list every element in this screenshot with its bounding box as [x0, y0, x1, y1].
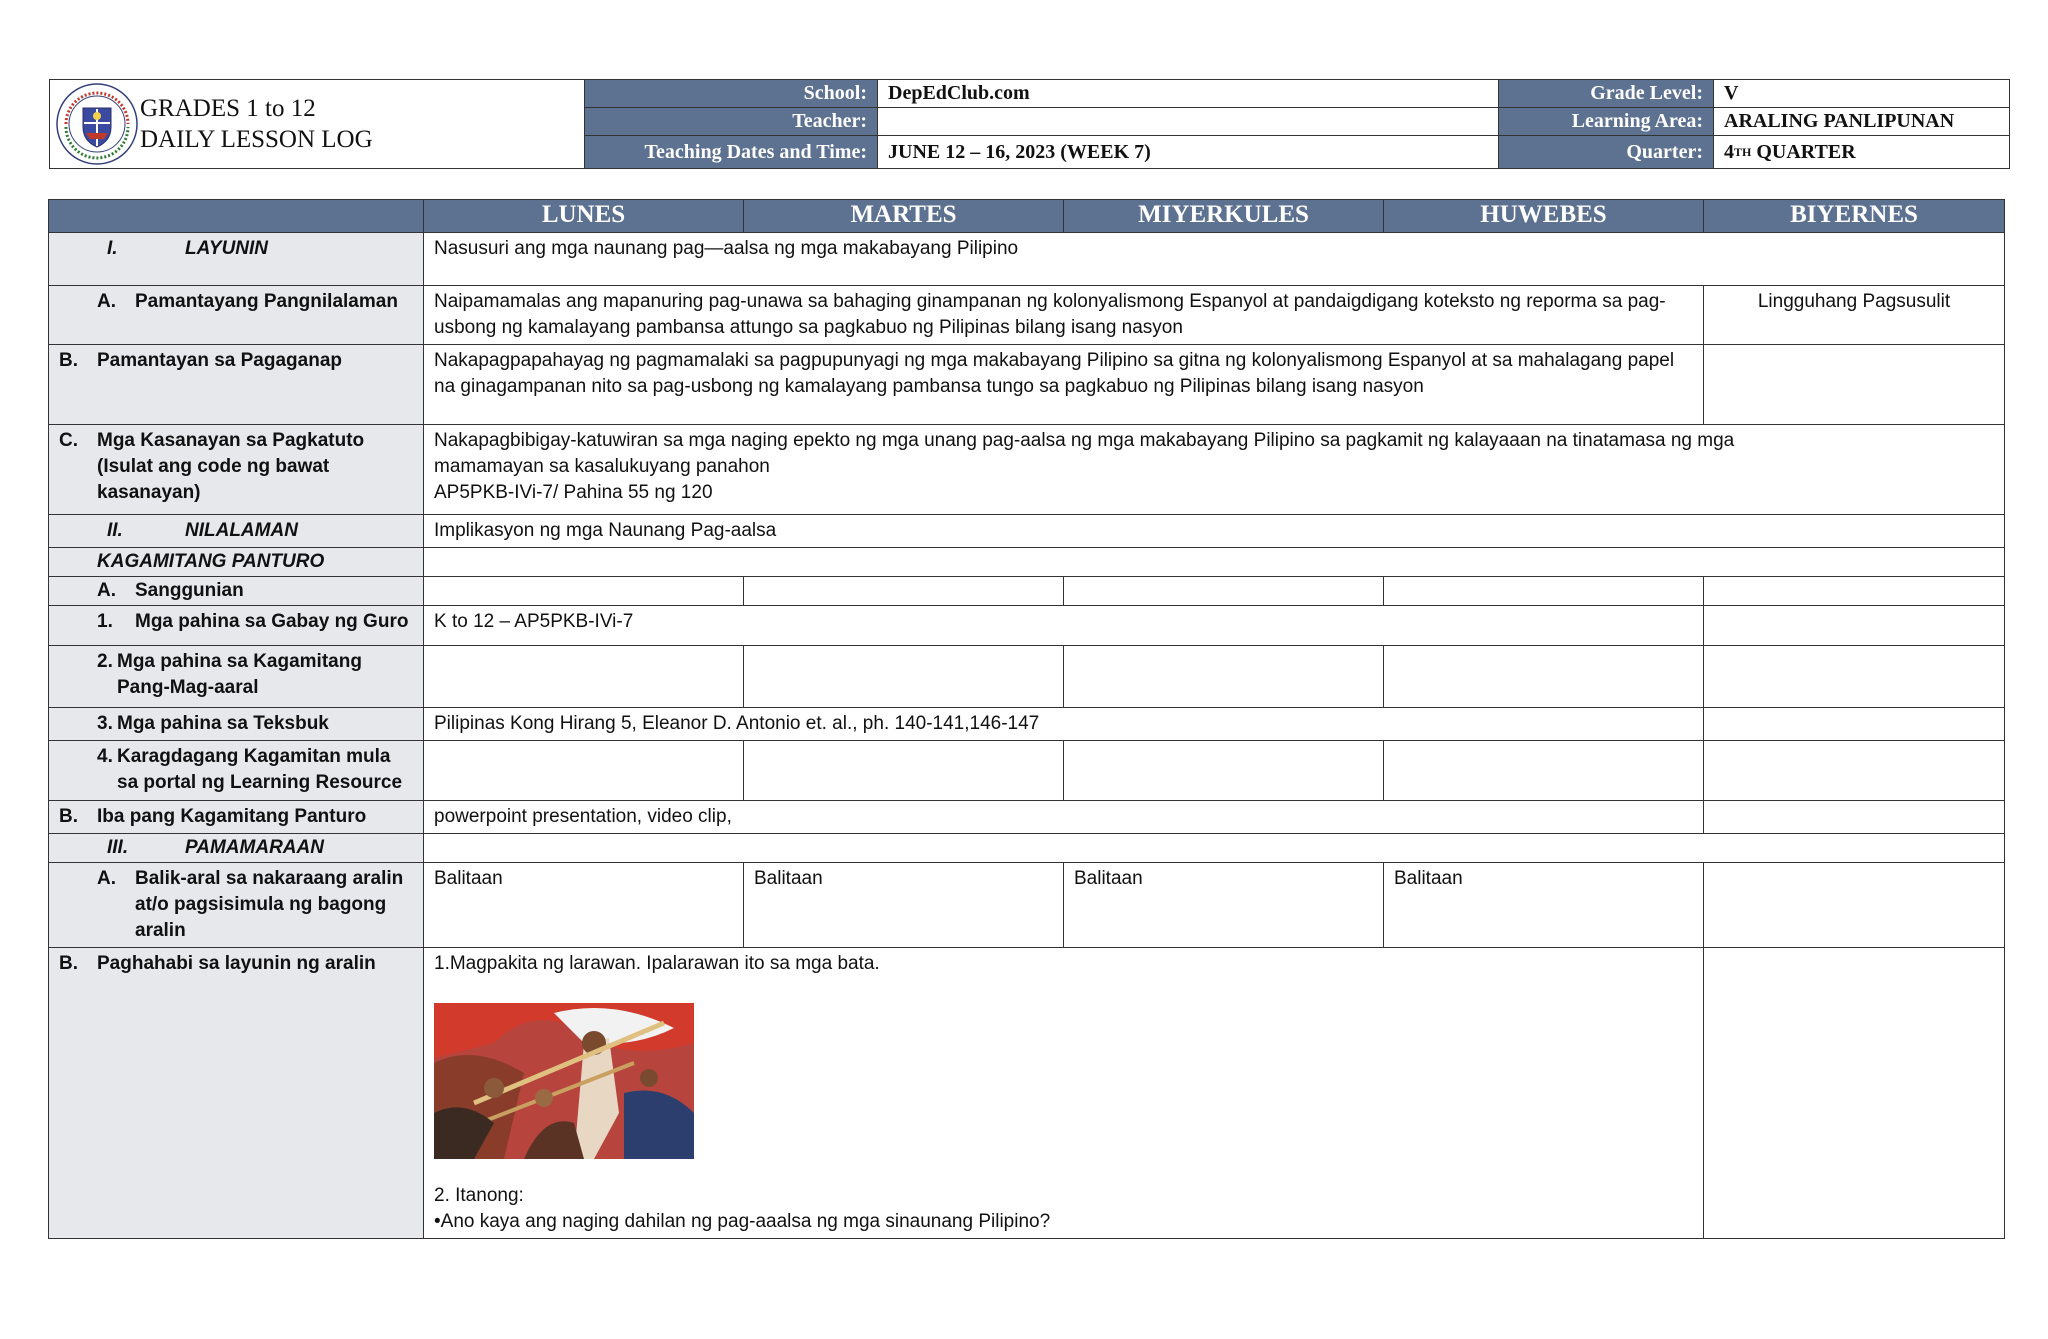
row-sanggunian: [49, 577, 2005, 606]
dates-label: Teaching Dates and Time:: [585, 136, 878, 168]
kasanayan-content[interactable]: [424, 425, 2005, 515]
label-tb-num: 3.: [97, 713, 113, 734]
karagdagang-wed[interactable]: [1064, 741, 1384, 801]
label-sg-num: A.: [97, 580, 116, 601]
quarter-value[interactable]: [1714, 136, 2009, 168]
header-title: [140, 93, 373, 155]
label-layunin-num: I.: [107, 238, 118, 259]
label-ks-text: Mga Kasanayan sa Pagkatuto (Isulat ang code ng bawat kasanayan): [97, 430, 365, 503]
label-ph-text: Paghahabi sa layunin ng aralin: [97, 953, 376, 974]
karagdagang-mon[interactable]: [424, 741, 744, 801]
label-gabay-guro: [49, 606, 424, 646]
header-info-grid: [585, 80, 2009, 168]
days-header-row: [49, 200, 2005, 233]
label-kk-num: 4.: [97, 746, 113, 767]
grade-label: Grade Level:: [1499, 80, 1714, 108]
label-pm-num: III.: [107, 837, 129, 858]
school-label: School:: [585, 80, 878, 108]
kagamitang-panturo-content[interactable]: [424, 548, 2005, 577]
pamantayan-pagganap-friday[interactable]: [1704, 345, 2005, 425]
learning-area-label: Learning Area:: [1499, 108, 1714, 136]
quarter-suffix: TH: [1734, 144, 1752, 159]
row-kagamitang-mag-aaral: [49, 646, 2005, 708]
label-iba-pang-kagamitan: [49, 801, 424, 834]
paghahabi-line-3: •Ano kaya ang naging dahilan ng pag-aaalsa ng mga sinaunang Pilipino?: [434, 1211, 1051, 1232]
kasanayan-code: AP5PKB-IVi-7/ Pahina 55 ng 120: [434, 482, 713, 503]
row-nilalaman: [49, 515, 2005, 548]
pamantayan-pagganap-content[interactable]: Nakapagpapahayag ng pagmamalaki sa pagpupunyagi ng mga makabayang Pilipino sa gitna ng kolonyalismong Espanyol at sa mahalagang papel na ginagampanan nito sa pag-usbong ng kamalayang pambansa tungo sa pagkabuo ng Pilipinas bilang isang nasyon: [424, 345, 1704, 425]
paghahabi-content[interactable]: [424, 948, 1704, 1239]
dates-value[interactable]: JUNE 12 – 16, 2023 (WEEK 7): [878, 136, 1499, 168]
label-sanggunian: [49, 577, 424, 606]
layunin-content[interactable]: Nasusuri ang mga naunang pag—aalsa ng mga makabayang Pilipino: [424, 233, 2005, 286]
label-ks-num: C.: [59, 430, 78, 451]
pamantayang-pangnilalaman-content[interactable]: Naipamamalas ang mapanuring pag-unawa sa bahaging ginampanan ng kolonyalismong Espanyol at pandaigdigang koteksto ng reporma sa pag-usbong ng kamalayang pambansa attungo sa pagkabuo ng Pilipinas bilang isang nasyon: [424, 286, 1704, 345]
mag-aaral-tue[interactable]: [744, 646, 1064, 708]
label-pg-num: B.: [59, 350, 78, 371]
label-pp-text: Pamantayang Pangnilalaman: [135, 291, 398, 312]
mag-aaral-fri[interactable]: [1704, 646, 2005, 708]
label-gg-text: Mga pahina sa Gabay ng Guro: [135, 611, 409, 632]
teksbuk-friday[interactable]: [1704, 708, 2005, 741]
row-gabay-guro: [49, 606, 2005, 646]
pamamaraan-content[interactable]: [424, 834, 2005, 863]
quarter-text: QUARTER: [1751, 140, 1856, 163]
row-pamamaraan: [49, 834, 2005, 863]
balik-aral-tue[interactable]: Balitaan: [744, 863, 1064, 948]
gabay-guro-content[interactable]: K to 12 – AP5PKB-IVi-7: [424, 606, 1704, 646]
label-tb-text: Mga pahina sa Teksbuk: [117, 713, 329, 734]
row-iba-pang-kagamitan: [49, 801, 2005, 834]
title-line-1: GRADES 1 to 12: [140, 95, 316, 122]
row-kagamitang-panturo: [49, 548, 2005, 577]
teacher-label: Teacher:: [585, 108, 878, 136]
label-pamamaraan: [49, 834, 424, 863]
row-karagdagang-kagamitan: [49, 741, 2005, 801]
label-ip-num: B.: [59, 806, 78, 827]
row-pamantayang-pangnilalaman: [49, 286, 2005, 345]
label-pamantayang-pangnilalaman: [49, 286, 424, 345]
row-kasanayan: [49, 425, 2005, 515]
day-header-wednesday: MIYERKULES: [1064, 200, 1384, 233]
sanggunian-mon[interactable]: [424, 577, 744, 606]
label-layunin-text: LAYUNIN: [185, 238, 269, 259]
balik-aral-mon[interactable]: Balitaan: [424, 863, 744, 948]
row-teksbuk: [49, 708, 2005, 741]
row-paghahabi: [49, 948, 2005, 1239]
label-kasanayan: [49, 425, 424, 515]
label-kk-text: Karagdagang Kagamitan mula sa portal ng Learning Resource: [117, 746, 403, 793]
label-karagdagang-kagamitan: [49, 741, 424, 801]
label-km-text: Mga pahina sa Kagamitang Pang-Mag-aaral: [117, 651, 362, 698]
label-gg-num: 1.: [97, 611, 113, 632]
lesson-log-header: [49, 79, 2010, 169]
day-header-friday: BIYERNES: [1704, 200, 2005, 233]
label-balik-aral: [49, 863, 424, 948]
friday-lingguhang-pagsusulit[interactable]: Lingguhang Pagsusulit: [1704, 286, 2005, 345]
label-ph-num: B.: [59, 953, 78, 974]
sanggunian-wed[interactable]: [1064, 577, 1384, 606]
iba-pang-content[interactable]: powerpoint presentation, video clip,: [424, 801, 1704, 834]
label-km-num: 2.: [97, 651, 113, 672]
label-kagamitang-panturo: [49, 548, 424, 577]
label-ba-num: A.: [97, 868, 116, 889]
paghahabi-line-1: 1.Magpakita ng larawan. Ipalarawan ito sa mga bata.: [434, 953, 880, 974]
label-pp-num: A.: [97, 291, 116, 312]
label-kagamitang-mag-aaral: [49, 646, 424, 708]
label-nilalaman: [49, 515, 424, 548]
row-pamantayan-pagganap: [49, 345, 2005, 425]
label-nilalaman-num: II.: [107, 520, 123, 541]
label-sg-text: Sanggunian: [135, 580, 244, 601]
sanggunian-fri[interactable]: [1704, 577, 2005, 606]
header-title-block: [50, 80, 585, 168]
mag-aaral-wed[interactable]: [1064, 646, 1384, 708]
label-kp-text: KAGAMITANG PANTURO: [97, 551, 325, 572]
learning-area-value[interactable]: ARALING PANLIPUNAN: [1714, 108, 2009, 136]
karagdagang-thu[interactable]: [1384, 741, 1704, 801]
label-pg-text: Pamantayan sa Pagaganap: [97, 350, 342, 371]
karagdagang-fri[interactable]: [1704, 741, 2005, 801]
paghahabi-friday[interactable]: [1704, 948, 2005, 1239]
label-ba-text: Balik-aral sa nakaraang aralin at/o pagsisimula ng bagong aralin: [135, 868, 404, 941]
label-ip-text: Iba pang Kagamitang Panturo: [97, 806, 367, 827]
iba-pang-friday[interactable]: [1704, 801, 2005, 834]
teksbuk-content[interactable]: Pilipinas Kong Hirang 5, Eleanor D. Antonio et. al., ph. 140-141,146-147: [424, 708, 1704, 741]
school-value[interactable]: DepEdClub.com: [878, 80, 1499, 108]
kasanayan-text: Nakapagbibigay-katuwiran sa mga naging epekto ng mga unang pag-aalsa ng mga makabayang Pilipino sa pagkamit ng kalayaaan na tinatamasa ng mga mamamayan sa kasalukuyang panahon: [434, 430, 1735, 477]
karagdagang-tue[interactable]: [744, 741, 1064, 801]
teacher-value[interactable]: [878, 108, 1499, 136]
sanggunian-tue[interactable]: [744, 577, 1064, 606]
sanggunian-thu[interactable]: [1384, 577, 1704, 606]
deped-seal-logo: [56, 83, 138, 165]
day-header-thursday: HUWEBES: [1384, 200, 1704, 233]
label-paghahabi: [49, 948, 424, 1239]
mag-aaral-mon[interactable]: [424, 646, 744, 708]
label-nilalaman-text: NILALAMAN: [185, 520, 298, 541]
quarter-number: 4: [1724, 140, 1734, 163]
revolt-painting-image: [434, 1003, 694, 1159]
paghahabi-line-2: 2. Itanong:: [434, 1185, 524, 1206]
label-pamantayan-pagganap: [49, 345, 424, 425]
row-layunin: [49, 233, 2005, 286]
balik-aral-fri[interactable]: [1704, 863, 2005, 948]
label-pm-text: PAMAMARAAN: [185, 837, 324, 858]
gabay-guro-friday[interactable]: [1704, 606, 2005, 646]
mag-aaral-thu[interactable]: [1384, 646, 1704, 708]
balik-aral-thu[interactable]: Balitaan: [1384, 863, 1704, 948]
balik-aral-wed[interactable]: Balitaan: [1064, 863, 1384, 948]
corner-cell: [49, 200, 424, 233]
day-header-monday: LUNES: [424, 200, 744, 233]
daily-lesson-log-table: [48, 199, 2005, 1239]
grade-value[interactable]: V: [1714, 80, 2009, 108]
label-teksbuk: [49, 708, 424, 741]
nilalaman-content[interactable]: Implikasyon ng mga Naunang Pag-aalsa: [424, 515, 2005, 548]
label-layunin: [49, 233, 424, 286]
row-balik-aral: [49, 863, 2005, 948]
title-line-2: DAILY LESSON LOG: [140, 126, 373, 153]
quarter-label: Quarter:: [1499, 136, 1714, 168]
day-header-tuesday: MARTES: [744, 200, 1064, 233]
